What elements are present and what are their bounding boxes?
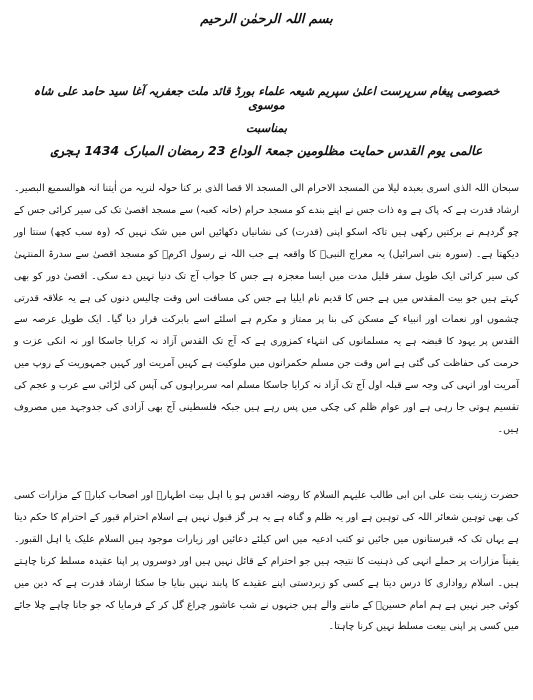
message-title: خصوصی پیغام سرپرست اعلیٰ سپریم شیعہ علماء بورڈ قائد ملت جعفریہ آغا سید حامد علی شاہ موسوی xyxy=(33,84,500,112)
bismillah-heading: بسم اللہ الرحمٰن الرحیم xyxy=(200,12,333,27)
body-paragraph-2: حضرت زینب بنت علی ابن ابی طالب علیہم السلام کا روضہ اقدس ہو یا اہل بیت اطہارؑ اور اصحاب کبارؓ کے مزارات کسی کی بھی توہین شعائر اللہ کی توہین ہے اور یہ ظلم و گناہ ہے یہ ہر گز قبول نہیں ہے اسلام احترام قبور کے احترام کا حکم دیتا ہے یہاں تک کہ قبرستانوں میں جائیں تو کتب ادعیہ میں اس کیلئے دعائیں اور زیارات موجود ہیں السلام علیک یا اہل القبور۔ یقیناً مزارات پر حملے انہی کی ذہنیت کا نتیجہ ہیں جو احترام کے قائل نہیں ہیں اور دوسروں پر اپنا عقیدہ مسلط کرنا چاہتے ہیں۔ اسلام رواداری کا درس دیتا ہے کسی کو زبردستی اپنے عقیدے کا پابند نہیں بنایا جا سکتا ارشاد قدرت ہے کہ دین میں کوئی جبر نہیں ہے ہم امام حسینؑ کے ماننے والے ہیں جنہوں نے شب عاشور چراغ گل کر کے فرمایا کہ جو جانا چاہے چلا جائے میں کسی پر اپنی بیعت مسلط نہیں کرنا چاہتا۔ xyxy=(14,490,519,633)
occasion-label: بمناسبت xyxy=(245,121,288,135)
body-paragraph-1: سبحان اللہ الذی اسری بعبدہ لیلا من المسجد الاحرام الی المسجد الا قصا الذی بر کنا حولہ لنریہ من اٰیتنا انہ ھوالسمیع البصیر۔ ارشاد قدرت ہے کہ پاک ہے وہ ذات جس نے اپنے بندے کو مسجد حرام (خانہ کعبہ) سے مسجد اقصیٰ تک کی سیر کرائی جس کے چو گردہم نے برکتیں رکھی ہیں تاکہ اسکو اپنی (قدرت) کی نشانیاں دکھائیں اس میں شک نہیں کہ (وہ سب کچھ) سنتا اور دیکھتا ہے۔ (سورہ بنی اسرائیل) یہ معراج النبیؐ کا واقعہ ہے جب اللہ نے رسول اکرمؐ کو مسجد اقصیٰ سے سدرۃ المنتہیٰ کی سیر کرائی ایک طویل سفر قلیل مدت میں ایسا معجزہ ہے جس کا جواب آج تک دنیا نہیں دے سکی۔ اقصیٰ دور کو بھی کہتے ہیں جو بیت المقدس میں ہے جس کا قدیم نام ایلیا ہے جس کی مسافت اس وقت چالیس دنوں کی ہے یہ علاقہ قدرتی چشموں اور نعمات اور انبیاء کے مسکن کی بنا پر ممتاز و مکرم ہے اسلئے اسے بابرکت قرار دیا گیا۔ ایک طویل عرصہ سے القدس پر یہود کا قبضہ ہے یہ مسلمانوں کی انتہاء کمزوری ہے کہ آج تک القدس آزاد نہ کرایا جاسکا اور نہ انکی عزت و حرمت کی حفاظت کی گئی ہے اس وقت جن مسلم حکمرانوں میں ملوکیت ہے کہیں آمریت اور کہیں جمہوریت کے روپ میں آمریت اور انہی کی وجہ سے قبلہ اول آج تک آزاد نہ کرایا جاسکا مسلم امہ سربراہوں کی آپس کی لڑائی سے عرب و عجم کی تقسیم ہوتی جا رہی ہے اور عوام ظلم کی چکی میں پس رہے ہیں جبکہ فلسطینی آج بھی آزادی کی جدوجہد میں مصروف ہیں۔ xyxy=(14,183,519,435)
event-title: عالمی یوم القدس حمایت مظلومین جمعۃ الوداع 23 رمضان المبارک 1434 ہجری xyxy=(50,143,483,158)
